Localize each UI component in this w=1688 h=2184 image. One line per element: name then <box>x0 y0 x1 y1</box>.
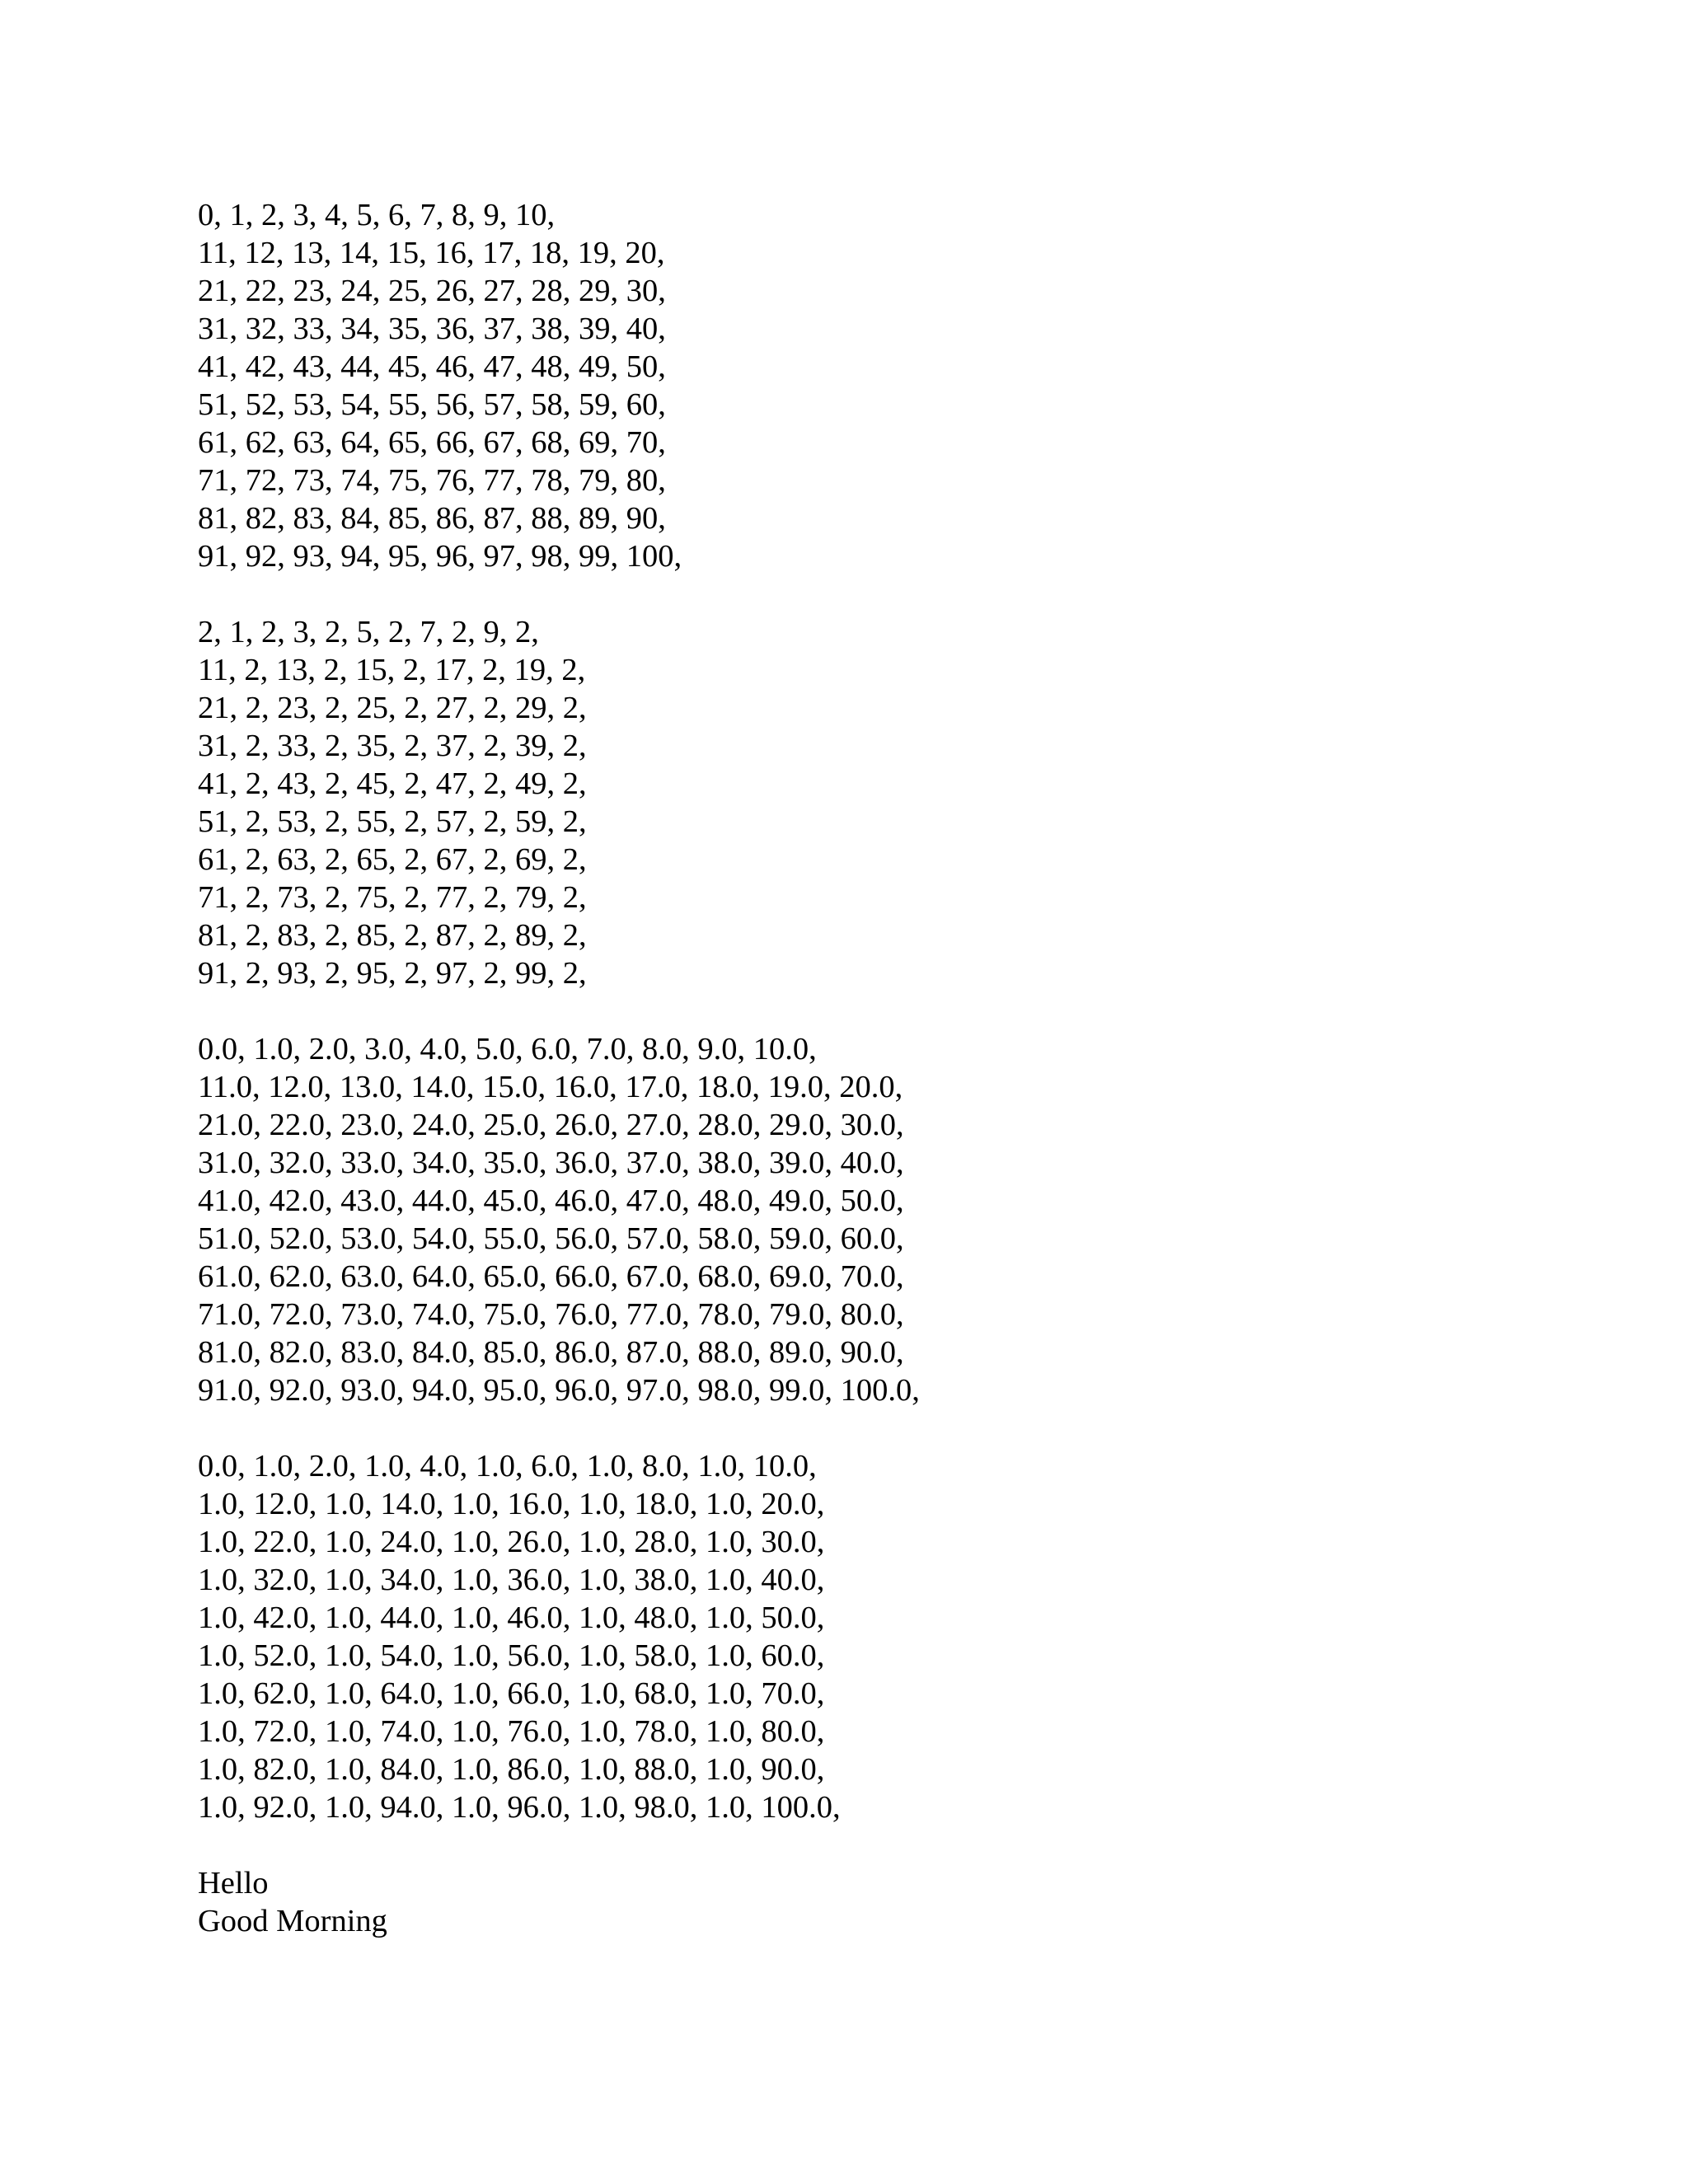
greeting-line: Good Morning <box>198 1904 387 1938</box>
integer-sequence-block <box>198 196 1599 575</box>
alternating-float-block <box>198 1447 1599 1826</box>
float-sequence-block <box>198 1030 1599 1409</box>
text-line: 1.0, 12.0, 1.0, 14.0, 1.0, 16.0, 1.0, 18.0, 1.0, 20.0, <box>198 1487 825 1521</box>
text-line: 1.0, 42.0, 1.0, 44.0, 1.0, 46.0, 1.0, 48.0, 1.0, 50.0, <box>198 1601 825 1635</box>
text-line: 81, 82, 83, 84, 85, 86, 87, 88, 89, 90, <box>198 501 666 536</box>
text-line: 51, 2, 53, 2, 55, 2, 57, 2, 59, 2, <box>198 804 587 839</box>
text-line: 0.0, 1.0, 2.0, 3.0, 4.0, 5.0, 6.0, 7.0, 8.0, 9.0, 10.0, <box>198 1032 817 1066</box>
text-line: 41.0, 42.0, 43.0, 44.0, 45.0, 46.0, 47.0, 48.0, 49.0, 50.0, <box>198 1183 904 1218</box>
alternating-integer-block <box>198 613 1599 992</box>
text-line: 0, 1, 2, 3, 4, 5, 6, 7, 8, 9, 10, <box>198 198 556 232</box>
text-line: 91, 2, 93, 2, 95, 2, 97, 2, 99, 2, <box>198 956 587 991</box>
text-line: 31, 32, 33, 34, 35, 36, 37, 38, 39, 40, <box>198 312 666 346</box>
text-line: 21, 22, 23, 24, 25, 26, 27, 28, 29, 30, <box>198 274 666 308</box>
text-line: 51.0, 52.0, 53.0, 54.0, 55.0, 56.0, 57.0, 58.0, 59.0, 60.0, <box>198 1221 904 1256</box>
text-line: 21.0, 22.0, 23.0, 24.0, 25.0, 26.0, 27.0, 28.0, 29.0, 30.0, <box>198 1108 904 1142</box>
text-line: 31, 2, 33, 2, 35, 2, 37, 2, 39, 2, <box>198 729 587 763</box>
text-line: 11, 12, 13, 14, 15, 16, 17, 18, 19, 20, <box>198 236 665 270</box>
text-line: 1.0, 72.0, 1.0, 74.0, 1.0, 76.0, 1.0, 78.0, 1.0, 80.0, <box>198 1714 825 1749</box>
text-line: 11, 2, 13, 2, 15, 2, 17, 2, 19, 2, <box>198 653 586 687</box>
text-line: 41, 42, 43, 44, 45, 46, 47, 48, 49, 50, <box>198 349 666 384</box>
text-line: 81, 2, 83, 2, 85, 2, 87, 2, 89, 2, <box>198 918 587 953</box>
text-line: 71, 2, 73, 2, 75, 2, 77, 2, 79, 2, <box>198 880 587 915</box>
document-body <box>198 196 1599 1940</box>
text-line: 1.0, 82.0, 1.0, 84.0, 1.0, 86.0, 1.0, 88.0, 1.0, 90.0, <box>198 1752 825 1787</box>
text-line: 91, 92, 93, 94, 95, 96, 97, 98, 99, 100, <box>198 539 682 574</box>
text-line: 61.0, 62.0, 63.0, 64.0, 65.0, 66.0, 67.0, 68.0, 69.0, 70.0, <box>198 1259 904 1294</box>
text-line: 1.0, 22.0, 1.0, 24.0, 1.0, 26.0, 1.0, 28.0, 1.0, 30.0, <box>198 1525 825 1559</box>
text-line: 81.0, 82.0, 83.0, 84.0, 85.0, 86.0, 87.0, 88.0, 89.0, 90.0, <box>198 1335 904 1370</box>
text-line: 91.0, 92.0, 93.0, 94.0, 95.0, 96.0, 97.0, 98.0, 99.0, 100.0, <box>198 1373 920 1408</box>
text-line: 21, 2, 23, 2, 25, 2, 27, 2, 29, 2, <box>198 691 587 725</box>
text-line: 61, 2, 63, 2, 65, 2, 67, 2, 69, 2, <box>198 842 587 877</box>
greeting-line: Hello <box>198 1866 269 1900</box>
text-line: 1.0, 92.0, 1.0, 94.0, 1.0, 96.0, 1.0, 98.0, 1.0, 100.0, <box>198 1790 841 1825</box>
text-line: 41, 2, 43, 2, 45, 2, 47, 2, 49, 2, <box>198 766 587 801</box>
text-line: 2, 1, 2, 3, 2, 5, 2, 7, 2, 9, 2, <box>198 615 539 649</box>
text-line: 61, 62, 63, 64, 65, 66, 67, 68, 69, 70, <box>198 425 666 460</box>
text-line: 11.0, 12.0, 13.0, 14.0, 15.0, 16.0, 17.0, 18.0, 19.0, 20.0, <box>198 1070 903 1104</box>
text-line: 31.0, 32.0, 33.0, 34.0, 35.0, 36.0, 37.0, 38.0, 39.0, 40.0, <box>198 1146 904 1180</box>
text-line: 0.0, 1.0, 2.0, 1.0, 4.0, 1.0, 6.0, 1.0, 8.0, 1.0, 10.0, <box>198 1449 817 1483</box>
text-line: 1.0, 32.0, 1.0, 34.0, 1.0, 36.0, 1.0, 38.0, 1.0, 40.0, <box>198 1563 825 1597</box>
greeting-block <box>198 1864 1599 1940</box>
text-line: 71.0, 72.0, 73.0, 74.0, 75.0, 76.0, 77.0, 78.0, 79.0, 80.0, <box>198 1297 904 1332</box>
text-line: 71, 72, 73, 74, 75, 76, 77, 78, 79, 80, <box>198 463 666 498</box>
text-line: 1.0, 62.0, 1.0, 64.0, 1.0, 66.0, 1.0, 68.0, 1.0, 70.0, <box>198 1676 825 1711</box>
text-line: 51, 52, 53, 54, 55, 56, 57, 58, 59, 60, <box>198 387 666 422</box>
text-line: 1.0, 52.0, 1.0, 54.0, 1.0, 56.0, 1.0, 58.0, 1.0, 60.0, <box>198 1638 825 1673</box>
